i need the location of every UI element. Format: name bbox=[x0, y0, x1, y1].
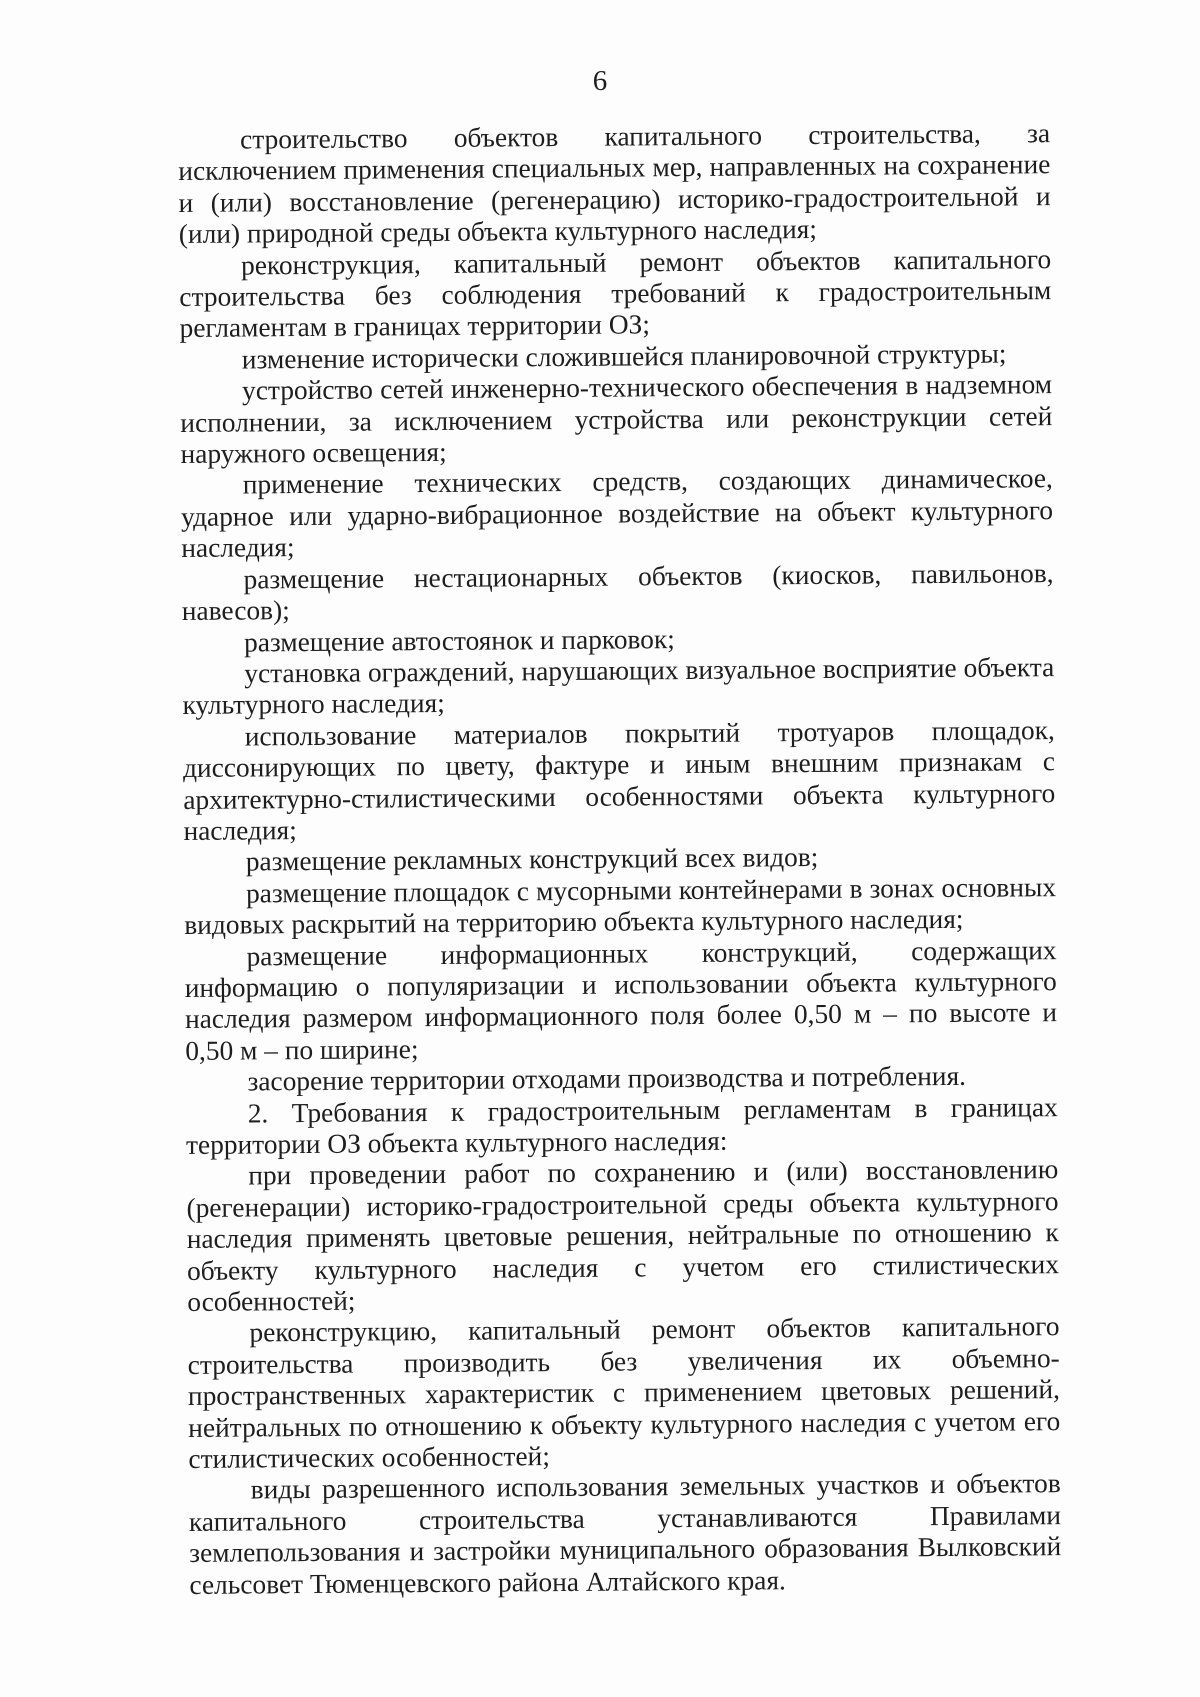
paragraph-5: применение технических средств, создающих динамическое, ударное или ударно-вибрационное воздействие на объект культурного наследия; bbox=[180, 463, 1054, 564]
paragraph-11: размещение площадок с мусорными контейнерами в зонах основных видовых раскрытий на территорию объекта культурного наследия; bbox=[184, 871, 1057, 941]
paragraph-10: размещение рекламных конструкций всех видов; bbox=[245, 842, 819, 877]
document-body bbox=[178, 118, 1062, 1601]
paragraph-7: размещение автостоянок и парковок; bbox=[243, 623, 675, 657]
paragraph-15: при проведении работ по сохранению и (или) восстановлению (регенерации) историко-градостроительной среды объекта культурного наследия применять цветовые решения, нейтральные по отношению к объекту культурного наследия с учетом его стилистических особенностей; bbox=[186, 1154, 1060, 1317]
section-heading-2: 2. Требования к градостроительным регламентам в границах территории ОЗ объекта культурного наследия: bbox=[185, 1091, 1058, 1160]
page-number: 6 bbox=[592, 65, 608, 97]
paragraph-12: размещение информационных конструкций, содержащих информацию о популяризации и использовании объекта культурного наследия размером информационного поля более 0,50 м – по высоте и 0,50 м – по ширине; bbox=[184, 934, 1058, 1066]
paragraph-2: реконструкция, капитальный ремонт объектов капитального строительства без соблюдения требований к градостроительным регламентам в границах территории ОЗ; bbox=[179, 243, 1052, 344]
paragraph-17: виды разрешенного использования земельных участков и объектов капитального строительства устанавливаются Правилами землепользования и застройки муниципального образования Вылковский сельсовет Тюменцевского района Алтайского края. bbox=[188, 1468, 1062, 1600]
paragraph-4: устройство сетей инженерно-технического обеспечения в надземном исполнении, за исключением устройства или реконструкции сетей наружного освещения; bbox=[180, 369, 1053, 470]
paragraph-3: изменение исторически сложившейся планировочной структуры; bbox=[241, 338, 1007, 375]
paragraph-6: размещение нестационарных объектов (киосков, павильонов, навесов); bbox=[181, 557, 1054, 627]
paragraph-13: засорение территории отходами производства и потребления. bbox=[247, 1061, 967, 1097]
paragraph-1: строительство объектов капитального строительства, за исключением применения специальных мер, направленных на сохранение и (или) восстановление (регенерацию) историко-градостроительной и (или) природной среды объекта культурного наследия; bbox=[178, 118, 1051, 250]
paragraph-16: реконструкцию, капитальный ремонт объектов капитального строительства производить без увеличения их объемно-пространственных характеристик с применением цветовых решений, нейтральных по отношению к объекту культурного наследия с учетом его стилистических особенностей; bbox=[187, 1311, 1061, 1475]
paragraph-8: установка ограждений, нарушающих визуальное восприятие объекта культурного наследия; bbox=[182, 652, 1055, 721]
paragraph-9: использование материалов покрытий тротуаров площадок, диссонирующих по цвету, фактуре и иным внешним признакам с архитектурно-стилистическими особенностями объекта культурного наследия; bbox=[182, 714, 1056, 846]
